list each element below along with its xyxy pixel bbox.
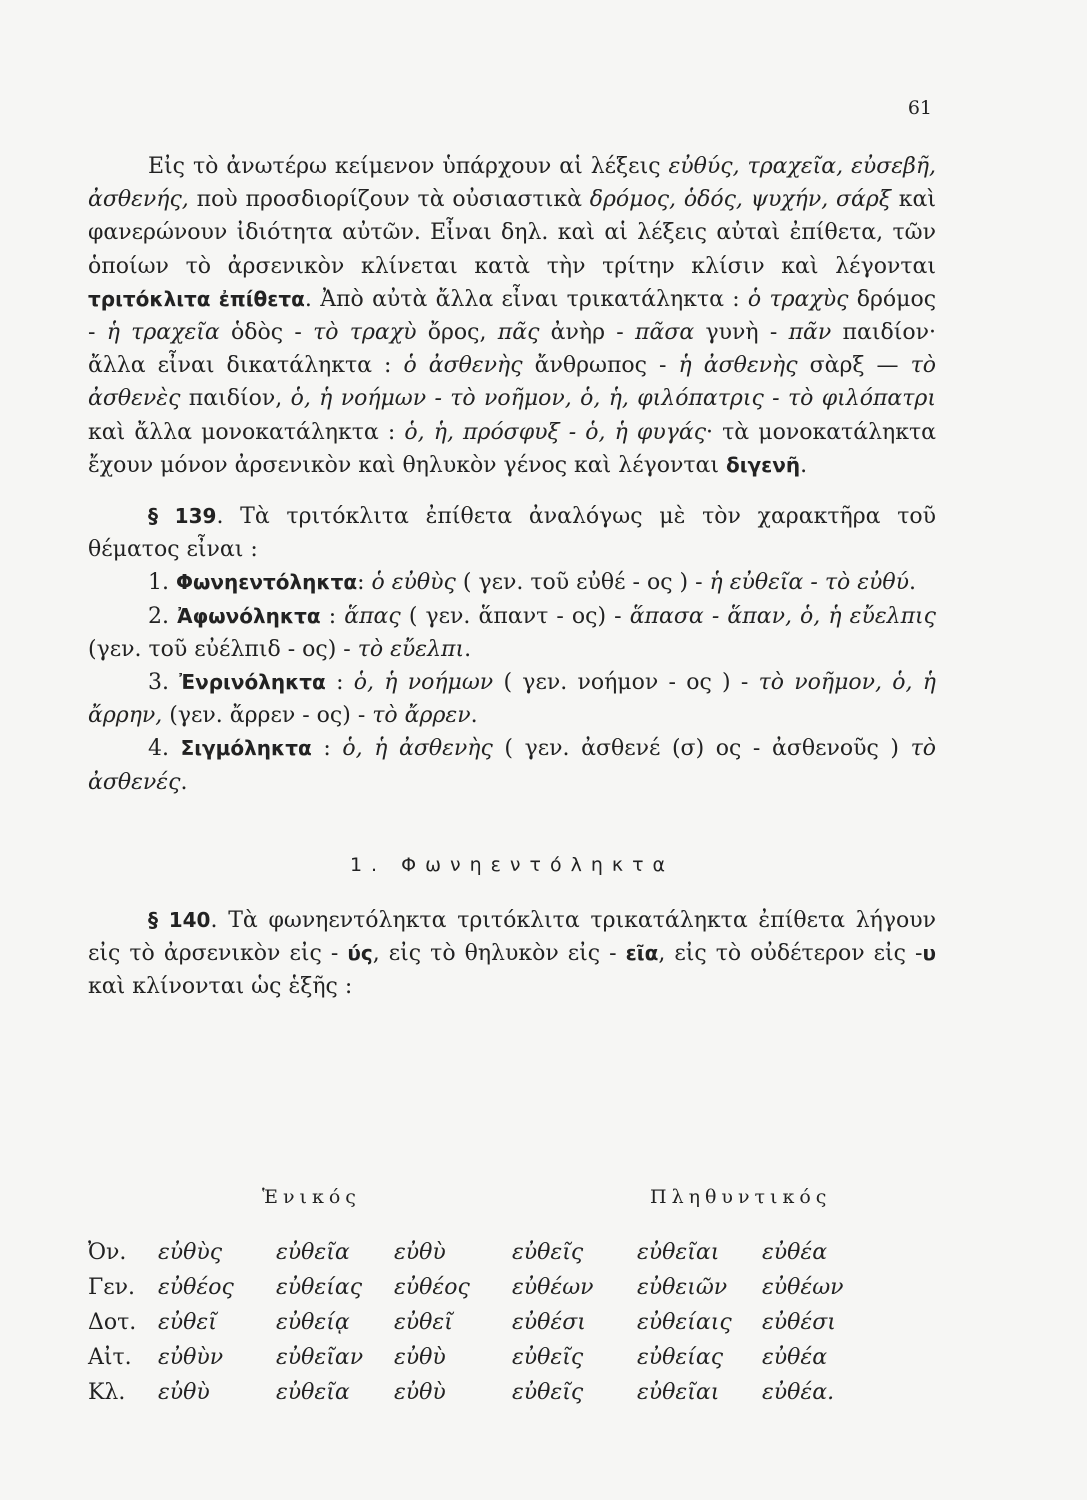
item-number: 4. — [148, 736, 181, 762]
italic-run: ἡ εὐθεῖα - τὸ εὐθύ — [709, 570, 910, 596]
singular-label: Ἑνικός — [262, 1186, 361, 1208]
text-run: παιδίον· ἄλλα εἶναι δικατάληκτα : — [88, 320, 936, 379]
intro-paragraph — [88, 150, 936, 482]
italic-run: ὁ, ἡ νοήμων - τὸ νοῆμον, ὁ, ἡ, φιλόπατρις - τὸ φιλόπατρι — [290, 386, 936, 412]
table-row — [88, 1310, 882, 1345]
table-cell: εὐθεῖαι — [637, 1380, 720, 1405]
text-run: ὁδὸς - — [219, 320, 314, 346]
case-label: Γεν. — [88, 1275, 136, 1300]
text-run: . Ἀπὸ αὐτὰ ἄλλα εἶναι τρικατάληκτα : — [304, 286, 748, 312]
bold-ending: υ — [922, 941, 936, 966]
text-run: , εἰς τὸ θηλυκὸν εἰς - — [372, 941, 626, 967]
table-cell: εὐθὺ — [158, 1380, 210, 1405]
italic-run: τὸ ἄρρεν — [372, 703, 471, 729]
table-cell: εὐθεῖς — [512, 1380, 584, 1405]
text-run: ( γεν. ἅπαντ - ος) - — [400, 603, 630, 629]
item-number: 2. — [148, 603, 178, 629]
text-run: . — [800, 452, 808, 478]
table-cell: εὐθεῖαι — [637, 1240, 720, 1265]
table-cell: εὐθέων — [762, 1275, 844, 1300]
table-cell: εὐθείᾳ — [276, 1310, 350, 1335]
table-cell: εὐθεῖ — [158, 1310, 217, 1335]
section-140 — [88, 904, 936, 1004]
table-cell: εὐθέων — [512, 1275, 594, 1300]
table-cell: εὐθείας — [276, 1275, 363, 1300]
table-row — [88, 1380, 882, 1415]
colon: : — [325, 670, 354, 696]
italic-run: ἡ ἀσθενὴς — [678, 353, 798, 379]
text-run: γυνὴ - — [694, 320, 789, 346]
page-number: 61 — [907, 97, 932, 119]
case-label: Ὀν. — [88, 1240, 127, 1265]
italic-run: ἡ τραχεῖα — [106, 320, 220, 346]
text-run: καὶ φανερώνουν ἰδιότητα αὐτῶν. Εἶναι δηλ. καὶ αἱ λέξεις αὐταὶ ἐπίθετα, τῶν ὁποίων τὸ ἀρσενικὸν κλίνεται κατὰ τὴν τρίτην κλίσιν καὶ λέγονται — [88, 187, 936, 279]
table-cell: εὐθέα — [762, 1240, 828, 1265]
case-label: Κλ. — [88, 1380, 126, 1405]
table-cell: εὐθεῖ — [394, 1310, 453, 1335]
table-cell: εὐθὺ — [394, 1345, 446, 1370]
italic-run: τὸ ἀσθενές — [88, 736, 936, 795]
text-run: , εἰς τὸ οὐδέτερον εἰς - — [658, 941, 923, 967]
text-run: (γεν. ἄρρεν - ος) - — [162, 703, 373, 729]
text-run: ( γεν. νοήμον - ος ) - — [493, 670, 759, 696]
list-item-1 — [88, 566, 936, 599]
table-cell: εὐθεῖα — [276, 1240, 350, 1265]
list-item-4 — [88, 732, 936, 798]
section-number: § 139 — [148, 504, 217, 529]
bold-term: διγενῆ — [726, 452, 801, 477]
italic-run: ὁ, ἡ νοήμων — [353, 670, 494, 696]
italic-run: πᾶν — [788, 320, 832, 346]
text-run: ἄνθρωπος - — [522, 353, 679, 379]
table-cell: εὐθέος — [158, 1275, 234, 1300]
text-run: σὰρξ — — [797, 353, 911, 379]
table-cell: εὐθεῖς — [512, 1345, 584, 1370]
text-run: . Τὰ φωνηεντόληκτα τριτόκλιτα τρικατάληκτα ἐπίθετα λήγουν εἰς τὸ ἀρσενικὸν εἰς - — [88, 908, 936, 967]
italic-run: ἅπας — [344, 603, 401, 629]
item-label: Φωνηεντόληκτα — [175, 570, 358, 595]
plural-label: Πληθυντικός — [650, 1186, 832, 1208]
table-row — [88, 1345, 882, 1380]
subsection-heading: 1. Φωνηεντόληκτα — [349, 853, 675, 876]
italic-run: ὁ τραχὺς — [747, 286, 849, 312]
table-row — [88, 1240, 882, 1275]
text-run: (γεν. τοῦ εὐέλπιδ - ος) - — [88, 636, 358, 662]
italic-run: πᾶς — [497, 320, 540, 346]
table-cell: εὐθείας — [637, 1345, 724, 1370]
page-body — [88, 150, 936, 1004]
item-label: Σιγμόληκτα — [180, 736, 312, 761]
table-cell: εὐθέα. — [762, 1380, 835, 1405]
bold-term: τριτόκλιτα ἐπίθετα — [88, 286, 305, 311]
text-run: ( γεν. ἀσθενέ (σ) ος - ἀσθενοῦς ) — [492, 736, 911, 762]
text-run: . — [470, 703, 478, 729]
text-run: ( γεν. τοῦ εὐθέ - ος ) - — [455, 570, 710, 596]
italic-run: τὸ ἀσθενὲς — [88, 353, 936, 412]
text-run: · τὰ μονοκατάληκτα ἔχουν μόνον ἀρσενικὸν καὶ θηλυκὸν γένος καὶ λέγονται — [88, 419, 936, 478]
section-number: § 140 — [148, 908, 211, 933]
italic-run: τὸ τραχὺ — [313, 320, 417, 346]
text-run: παιδίον, — [180, 386, 291, 412]
table-cell: εὐθὺς — [158, 1240, 223, 1265]
colon: : — [320, 603, 345, 629]
colon: : — [357, 570, 372, 596]
italic-run: ὁ, ἡ ἀσθενὴς — [342, 736, 493, 762]
table-cell: εὐθὺν — [158, 1345, 224, 1370]
table-cell: εὐθέσι — [512, 1310, 586, 1335]
item-number: 1. — [148, 570, 176, 596]
italic-run: δρόμος, ὁδός, ψυχήν, σάρξ — [589, 187, 891, 213]
item-label: Ἐνρινόληκτα — [179, 670, 326, 695]
text-run: δρόμος - — [88, 286, 937, 346]
declension-table — [88, 1240, 882, 1415]
text-run: . — [909, 570, 917, 596]
table-cell: εὐθὺ — [394, 1240, 446, 1265]
table-cell: εὐθέα — [762, 1345, 828, 1370]
table-cell: εὐθεῖα — [276, 1380, 350, 1405]
colon: : — [311, 736, 343, 762]
case-label: Δοτ. — [88, 1310, 137, 1335]
case-label: Αἰτ. — [88, 1345, 132, 1370]
text-run: ἀνὴρ - — [539, 320, 636, 346]
italic-run: τὸ νοῆμον, ὁ, ἡ ἄρρην, — [88, 670, 936, 729]
item-number: 3. — [148, 670, 180, 696]
text-run: Εἰς τὸ ἀνωτέρω κείμενον ὑπάρχουν αἱ λέξεις — [148, 154, 669, 179]
text-run: . — [180, 769, 188, 795]
table-cell: εὐθεῖς — [512, 1240, 584, 1265]
table-cell: εὐθέσι — [762, 1310, 836, 1335]
italic-run: ὁ, ἡ, πρόσφυξ - ὁ, ἡ φυγάς — [404, 419, 707, 445]
italic-run: ὁ εὐθὺς — [371, 570, 456, 596]
text-run: ποὺ προσδιορίζουν τὰ οὐσιαστικὰ — [188, 187, 590, 213]
text-run: καὶ κλίνονται ὡς ἑξῆς : — [88, 974, 353, 1000]
italic-run: εὐθύς, τραχεῖα, εὐσεβῆ, ἀσθενής, — [88, 154, 936, 213]
item-label: Ἀφωνόληκτα — [177, 603, 321, 628]
table-cell: εὐθεῖαν — [276, 1345, 364, 1370]
italic-run: ὁ ἀσθενὴς — [403, 353, 523, 379]
table-cell: εὐθέος — [394, 1275, 470, 1300]
italic-run: ἅπασα - ἅπαν, ὁ, ἡ εὔελπις — [629, 603, 937, 629]
table-row — [88, 1275, 882, 1310]
italic-run: τὸ εὔελπι — [357, 636, 465, 662]
text-run: . — [464, 636, 472, 662]
table-cell: εὐθείαις — [637, 1310, 732, 1335]
table-cell: εὐθειῶν — [637, 1275, 728, 1300]
table-cell: εὐθὺ — [394, 1380, 446, 1405]
text-run: ὄρος, — [416, 320, 498, 346]
text-run: καὶ ἄλλα μονοκατάληκτα : — [88, 419, 405, 445]
italic-run: πᾶσα — [635, 320, 695, 346]
section-139 — [88, 500, 936, 566]
list-item-3 — [88, 666, 936, 732]
bold-ending: εῖα — [625, 941, 659, 966]
text-run: . Τὰ τριτόκλιτα ἐπίθετα ἀναλόγως μὲ τὸν χαρακτῆρα τοῦ θέματος εἶναι : — [88, 504, 936, 563]
bold-ending: ύς — [347, 941, 373, 966]
list-item-2 — [88, 600, 936, 666]
